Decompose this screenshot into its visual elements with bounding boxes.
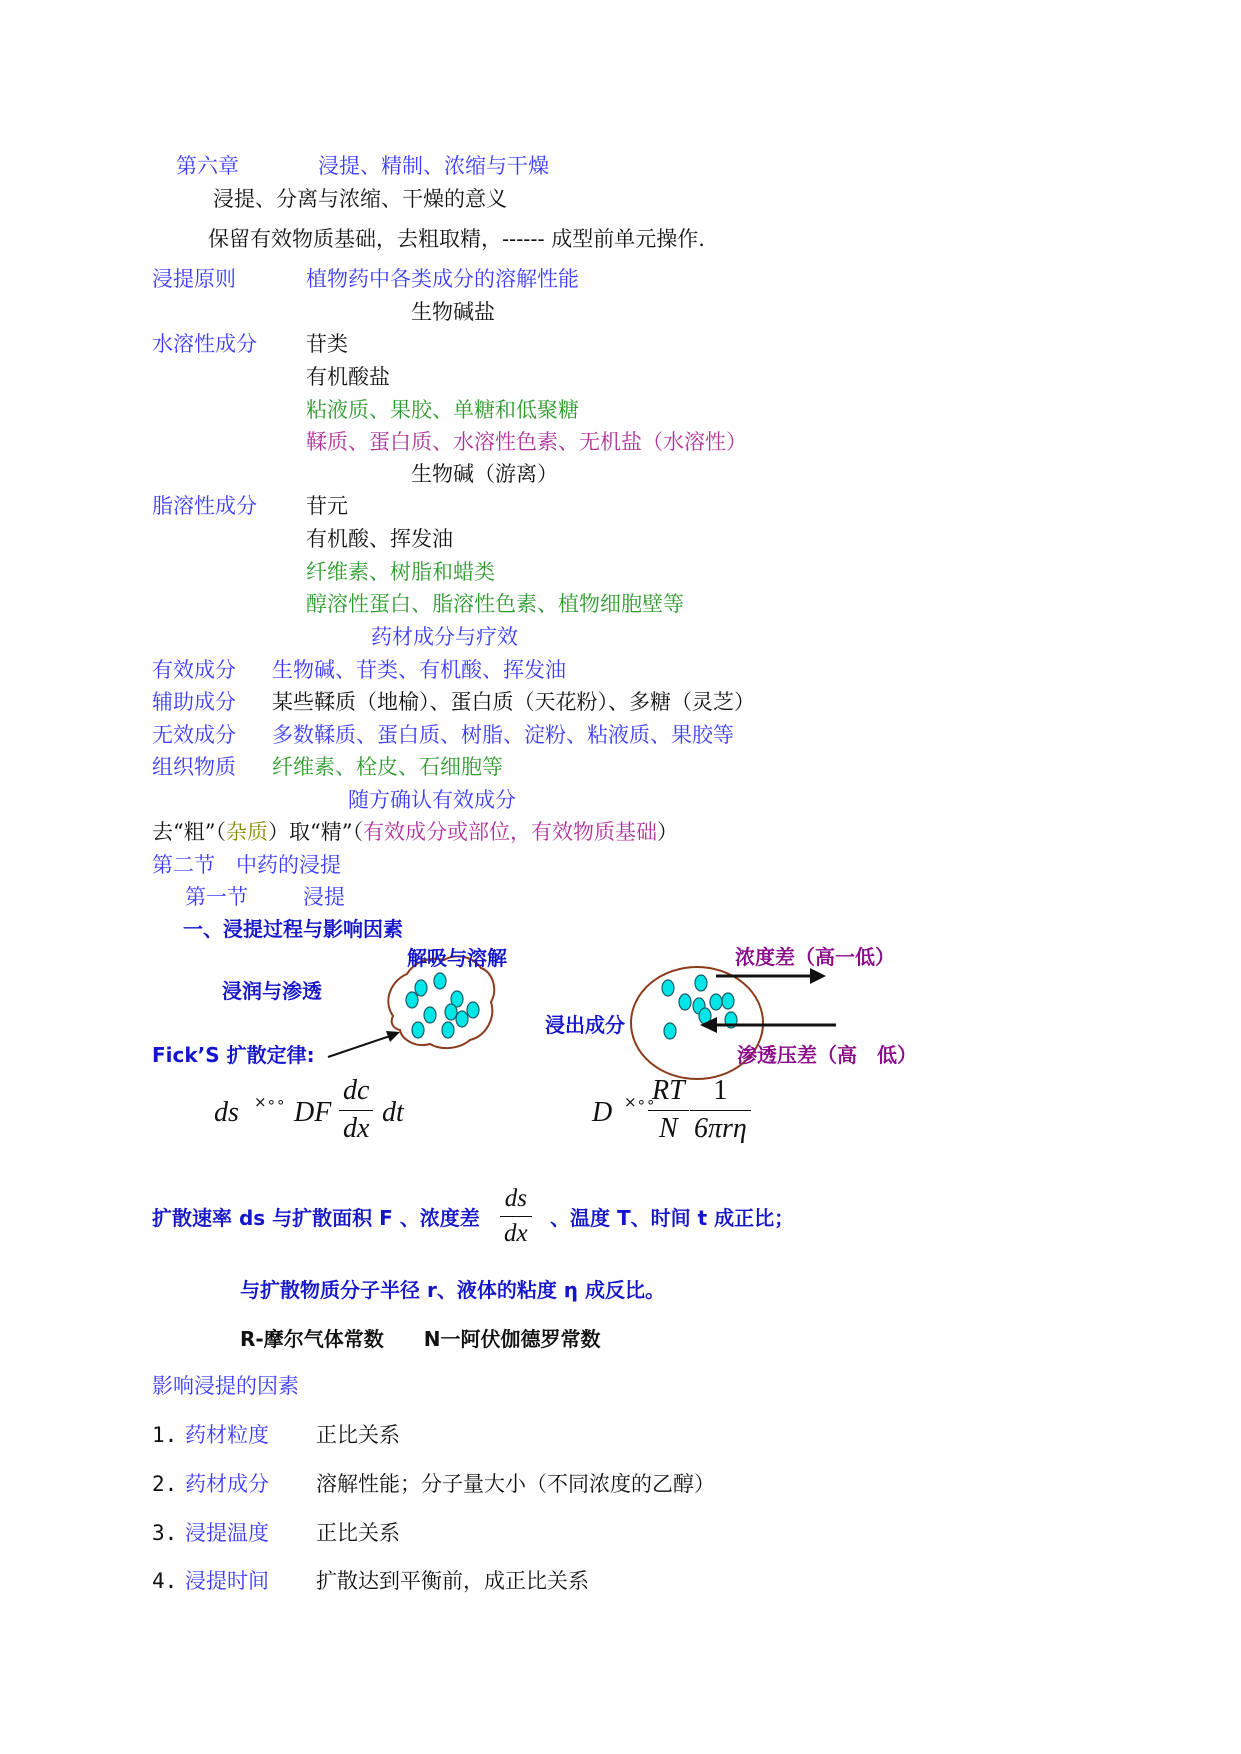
factor-number: 3. — [152, 1521, 178, 1545]
principle-text: 植物药中各类成分的溶解性能 — [306, 267, 579, 291]
rate-denominator: dx — [504, 1220, 528, 1247]
formula1-proportional: ×∘∘ — [254, 1093, 286, 1111]
efficacy-text: 纤维素、栓皮、石细胞等 — [272, 755, 503, 779]
concentration-label: 浓度差（高一低） — [735, 945, 895, 969]
infiltrate-label: 浸润与渗透 — [222, 979, 322, 1003]
subsection-number: 第一节 — [185, 885, 248, 909]
efficacy-footer: 随方确认有效成分 — [348, 788, 516, 812]
formula2-denominator: N — [659, 1113, 678, 1144]
water-item: 有机酸盐 — [306, 365, 390, 389]
plant-cell-shape — [388, 956, 494, 1048]
water-soluble-label: 水溶性成分 — [152, 332, 257, 356]
remove-impurity: 杂质 — [225, 820, 268, 844]
factor-label: 浸提时间 — [185, 1569, 269, 1593]
fat-item: 苷元 — [306, 494, 348, 518]
factor-label: 药材成分 — [185, 1472, 269, 1496]
factor-number: 4. — [152, 1569, 178, 1593]
round-cell-particles — [662, 975, 737, 1039]
chapter-title: 浸提、精制、浓缩与干燥 — [318, 154, 549, 178]
rate-numerator: ds — [504, 1185, 527, 1212]
fat-soluble-label: 脂溶性成分 — [152, 494, 257, 518]
factor-label: 药材粒度 — [185, 1423, 269, 1447]
formula2-proportional: ×∘∘ — [624, 1093, 656, 1111]
formula2-numerator: 1 — [713, 1075, 728, 1106]
absorb-label: 解吸与溶解 — [407, 946, 507, 970]
remove-essence: 有效成分或部位，有效物质基础 — [362, 820, 657, 844]
formula1-dt: dt — [382, 1097, 404, 1128]
formula2-numerator: RT — [652, 1075, 685, 1106]
efficacy-heading: 药材成分与疗效 — [371, 625, 518, 649]
principle-label: 浸提原则 — [152, 267, 236, 291]
formula1-denominator: dx — [343, 1113, 370, 1144]
efficacy-label: 有效成分 — [152, 658, 236, 682]
efficacy-text: 多数鞣质、蛋白质、树脂、淀粉、粘液质、果胶等 — [272, 723, 734, 747]
factor-label: 浸提温度 — [185, 1521, 269, 1545]
efficacy-label: 辅助成分 — [152, 690, 236, 714]
chapter-number: 第六章 — [176, 154, 239, 178]
water-item: 苷类 — [306, 332, 348, 356]
efficacy-label: 组织物质 — [152, 755, 236, 779]
formula2-lhs: D — [592, 1097, 613, 1128]
subsection-title: 浸提 — [303, 885, 345, 909]
factor-text: 正比关系 — [316, 1423, 400, 1447]
fat-item: 有机酸、挥发油 — [306, 527, 453, 551]
formula1-numerator: dc — [343, 1075, 370, 1106]
fat-item: 纤维素、树脂和蜡类 — [306, 560, 495, 584]
formula1-df: DF — [294, 1097, 332, 1128]
factors-heading: 影响浸提的因素 — [152, 1374, 299, 1398]
formula2-denominator: 6πrη — [694, 1113, 747, 1144]
constants-text: R-摩尔气体常数 N一阿伏伽德罗常数 — [240, 1327, 601, 1351]
factor-number: 2. — [152, 1472, 178, 1496]
factor-text: 正比关系 — [316, 1521, 400, 1545]
leach-label: 浸出成分 — [545, 1013, 625, 1037]
water-head-item: 生物碱盐 — [411, 300, 495, 324]
formula1-fraction — [339, 1077, 373, 1143]
cell-particles — [406, 973, 479, 1038]
efficacy-text: 某些鞣质（地榆）、蛋白质（天花粉）、多糖（灵芝） — [272, 690, 755, 714]
chapter-intro: 保留有效物质基础，去粗取精，------ 成型前单元操作. — [208, 227, 705, 251]
remove-part: ） — [656, 820, 678, 844]
efficacy-label: 无效成分 — [152, 723, 236, 747]
factor-text: 扩散达到平衡前，成正比关系 — [316, 1569, 589, 1593]
fat-item: 醇溶性蛋白、脂溶性色素、植物细胞壁等 — [306, 592, 684, 616]
water-item: 鞣质、蛋白质、水溶性色素、无机盐（水溶性） — [306, 430, 747, 454]
chapter-subtitle: 浸提、分离与浓缩、干燥的意义 — [213, 187, 507, 211]
section-title: 第二节 中药的浸提 — [152, 853, 341, 877]
formula2-fraction-1 — [648, 1077, 689, 1143]
fat-head-item: 生物碱（游离） — [411, 462, 558, 486]
rate-text-2: 、温度 T、时间 t 成正比； — [550, 1206, 795, 1230]
remove-part: 去“粗”（ — [152, 820, 226, 844]
osmotic-label: 渗透压差（高 低） — [737, 1043, 917, 1067]
factor-text: 溶解性能；分子量大小（不同浓度的乙醇） — [316, 1472, 715, 1496]
inverse-text: 与扩散物质分子半径 r、液体的粘度 η 成反比。 — [240, 1278, 665, 1302]
remove-part: ）取“精”（ — [267, 820, 363, 844]
section-heading: 一、浸提过程与影响因素 — [183, 917, 403, 941]
factor-number: 1. — [152, 1423, 178, 1447]
rate-text-1: 扩散速率 ds 与扩散面积 F 、浓度差 — [152, 1206, 480, 1230]
formula1-lhs: ds — [214, 1097, 239, 1128]
rate-fraction — [500, 1186, 532, 1246]
efficacy-text: 生物碱、苷类、有机酸、挥发油 — [272, 658, 566, 682]
fick-law-label: Fick’S 扩散定律: — [152, 1043, 315, 1067]
water-item: 粘液质、果胶、单糖和低聚糖 — [306, 398, 579, 422]
formula2-fraction-2 — [690, 1077, 751, 1143]
